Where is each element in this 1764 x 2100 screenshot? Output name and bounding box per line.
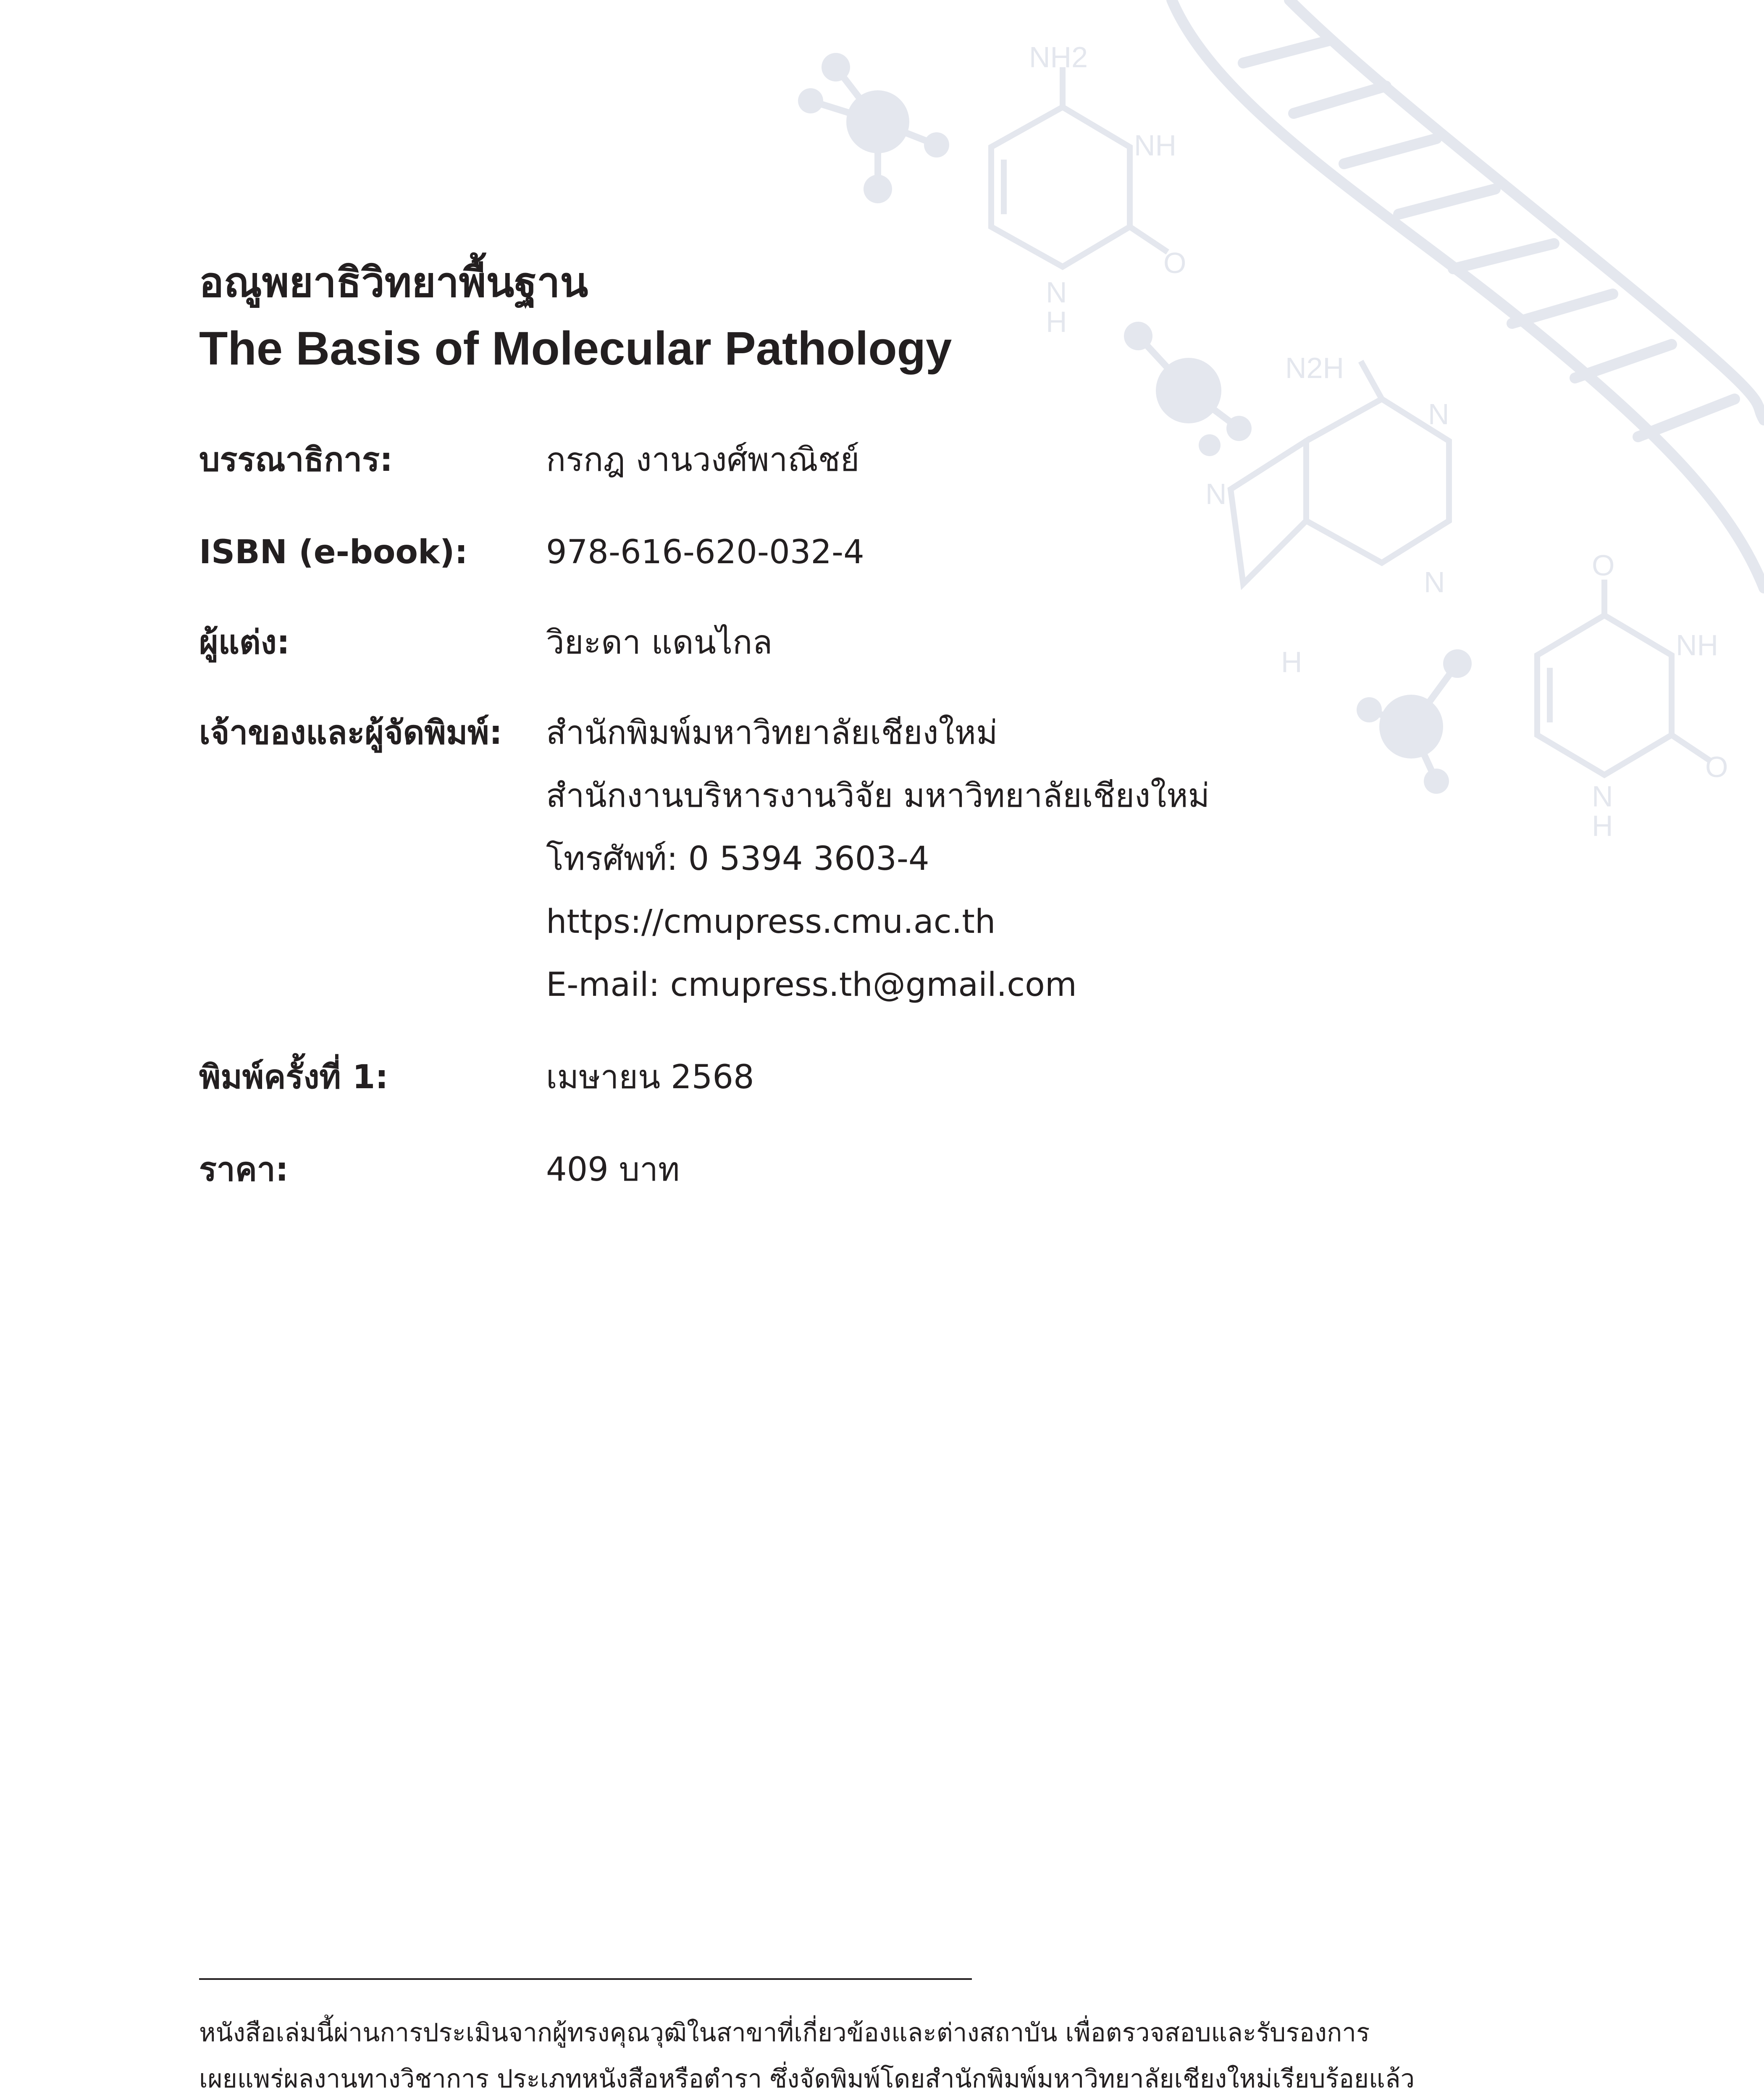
peer-review-note-line-2: เผยแพร่ผลงานทางวิชาการ ประเภทหนังสือหรือตำรา ซึ่งจัดพิมพ์โดยสำนักพิมพ์มหาวิทยาลัยเชียงใหม่เรียบร้อยแล้ว [199,2064,1415,2094]
molecule-label: N [1205,478,1227,510]
publisher-department: สำนักงานบริหารงานวิจัย มหาวิทยาลัยเชียงใหม่ [546,777,1210,815]
footnote-divider [199,1978,972,1980]
peer-review-note-line-1: หนังสือเล่มนี้ผ่านการประเมินจากผู้ทรงคุณวุฒิในสาขาที่เกี่ยวข้องและต่างสถาบัน เพื่อตรวจสอบและรับรองการ [199,2018,1370,2048]
molecule-label: O [1705,751,1728,783]
molecule-label: H [1281,646,1302,678]
molecule-label: N [1046,276,1067,309]
molecule-label: NH [1676,629,1719,662]
editor-row [0,439,1764,481]
price-label: ราคา: [199,1151,289,1189]
author-row [0,622,1764,664]
isbn-label: ISBN (e-book): [199,533,468,571]
molecule-label: O [1592,549,1615,582]
molecule-label: NH2 [1029,41,1088,74]
edition-row [0,1056,1764,1098]
molecule-label: N [1592,780,1613,813]
molecule-label: NH [1134,129,1177,162]
molecule-label: O [1163,247,1186,279]
editor-value: กรกฎ งานวงศ์พาณิชย์ [546,441,860,479]
isbn-value: 978-616-620-032-4 [546,533,864,571]
editor-label: บรรณาธิการ: [199,441,393,479]
dna-strand-2 [1289,0,1764,420]
book-title-english: The Basis of Molecular Pathology [199,322,952,375]
author-label: ผู้แต่ง: [199,624,290,662]
publisher-label: เจ้าของและผู้จัดพิมพ์: [199,714,502,752]
ring-cytosine [991,107,1130,267]
molecule-label: N [1424,566,1445,598]
publisher-website: https://cmupress.cmu.ac.th [546,903,996,941]
edition-value: เมษายน 2568 [546,1058,754,1096]
molecule-label: N2H [1285,352,1344,384]
dna-strand-1 [1172,0,1764,588]
publisher-phone: โทรศัพท์: 0 5394 3603-4 [546,840,929,878]
book-title-thai: อณูพยาธิวิทยาพื้นฐาน [199,259,588,307]
molecule-label: H [1046,305,1067,338]
publisher-email: E-mail: cmupress.th@gmail.com [546,966,1077,1004]
molecule-label: N [1428,398,1449,430]
publisher-name: สำนักพิมพ์มหาวิทยาลัยเชียงใหม่ [546,714,998,752]
molecule-label: H [1592,809,1613,842]
price-row [0,1149,1764,1191]
author-value: วิยะดา แดนไกล [546,624,773,662]
price-value: 409 บาท [546,1151,680,1189]
edition-label: พิมพ์ครั้งที่ 1: [199,1058,388,1096]
isbn-row [0,531,1764,573]
